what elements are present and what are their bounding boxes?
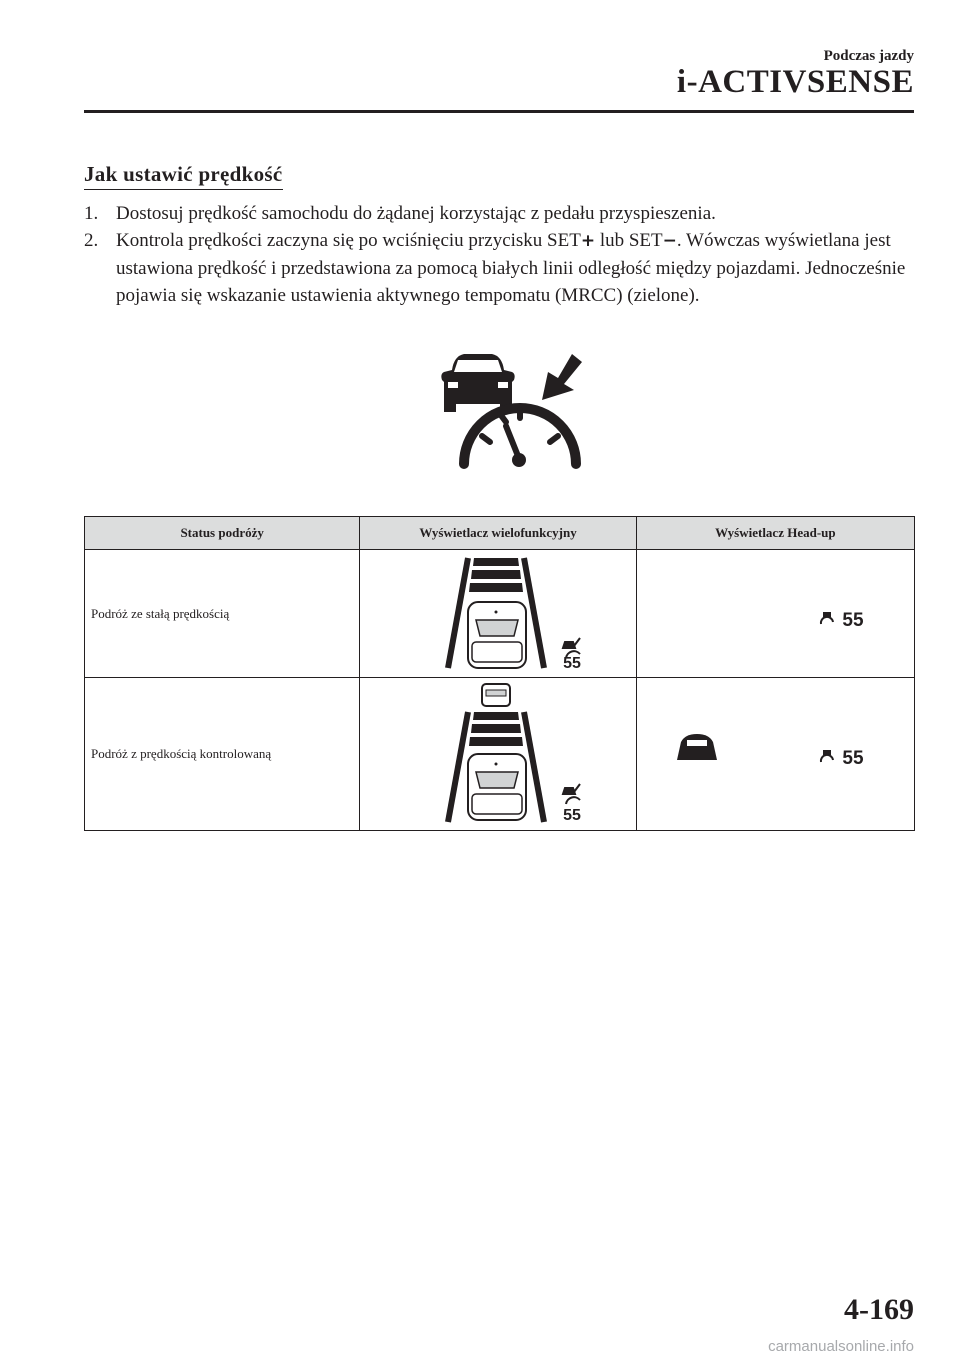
header-divider	[84, 110, 914, 113]
hud-speed-value: 55	[842, 610, 864, 631]
own-car-icon	[468, 602, 526, 668]
mrcc-indicator-icon	[430, 352, 590, 476]
hud-illustration	[637, 550, 915, 677]
header-hud: Wyświetlacz Head-up	[636, 517, 914, 550]
hud-vehicle-ahead-icon	[677, 734, 717, 760]
step-item	[84, 200, 914, 227]
set-minus-symbol: −	[662, 231, 677, 251]
steps-list	[84, 200, 914, 309]
page-number: 4-169	[844, 1293, 914, 1326]
table-header-row	[85, 517, 915, 550]
mid-speed-value: 55	[563, 807, 582, 824]
chapter-title: i-ACTIVSENSE	[676, 64, 914, 100]
header-multi-display: Wyświetlacz wielofunkcyjny	[360, 517, 636, 550]
table-row	[85, 550, 915, 678]
arrow-icon	[542, 354, 582, 400]
hud-cruise-icon	[821, 612, 833, 624]
car-front-icon	[441, 354, 514, 412]
step-text: lub SET	[595, 230, 663, 251]
hud-cell	[636, 678, 914, 831]
hud-cell	[636, 550, 914, 678]
step-number: 1.	[84, 203, 99, 224]
step-item	[84, 227, 914, 309]
vehicle-ahead-icon	[482, 684, 510, 706]
step-text: Kontrola prędkości zaczyna się po wciśnięciu przycisku SET	[116, 230, 581, 251]
multi-display-cell	[360, 550, 636, 678]
hud-cruise-icon	[821, 750, 833, 762]
step-number: 2.	[84, 230, 99, 251]
step-text: Dostosuj prędkość samochodu do żądanej korzystając z pedału przyspieszenia.	[116, 203, 716, 224]
status-cell: Podróż ze stałą prędkością	[85, 550, 360, 678]
header-status: Status podróży	[85, 517, 360, 550]
table-row	[85, 678, 915, 831]
section-name: Podczas jazdy	[823, 48, 914, 64]
hud-illustration	[637, 678, 915, 830]
set-plus-symbol: +	[580, 231, 596, 251]
cruise-indicator-icon	[563, 784, 580, 804]
status-cell: Podróż z prędkością kontrolowaną	[85, 678, 360, 831]
status-table	[84, 516, 915, 831]
step-text: . Wówczas wyświetlana jest ustawiona prędkość i przedstawiona za pomocą białych linii odległość między pojazdami. Jednocześnie pojawia się wskazanie ustawienia aktywnego tempomatu (MRCC) (zielone).	[116, 230, 906, 306]
multi-display-cell	[360, 678, 636, 831]
mid-speed-value: 55	[563, 655, 582, 672]
multi-display-illustration	[360, 550, 636, 677]
hud-speed-value: 55	[842, 748, 864, 769]
watermark: carmanualsonline.info	[768, 1338, 914, 1355]
section-heading: Jak ustawić prędkość	[84, 162, 283, 190]
own-car-icon	[468, 754, 526, 820]
multi-display-illustration	[360, 678, 636, 830]
